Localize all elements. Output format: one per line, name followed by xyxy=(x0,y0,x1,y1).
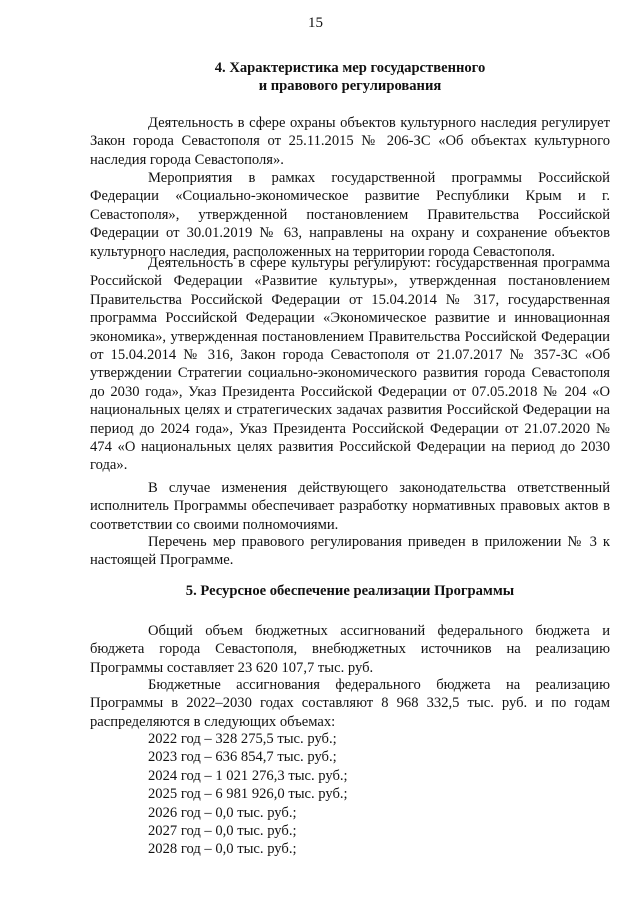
section-4-heading-line-2: и правового регулирования xyxy=(258,78,442,95)
yearly-allocation-item: 2026 год – 0,0 тыс. руб.; xyxy=(148,804,297,821)
yearly-allocation-item: 2024 год – 1 021 276,3 тыс. руб.; xyxy=(148,767,348,784)
yearly-allocation-item: 2025 год – 6 981 926,0 тыс. руб.; xyxy=(148,786,348,803)
section-5-heading: 5. Ресурсное обеспечение реализации Программы xyxy=(185,583,515,599)
section-5-paragraph-2: Бюджетные ассигнования федерального бюджета на реализацию Программы в 2022–2030 годах составляют 8 968 332,5 тыс. руб. и по годам распределяются в следующих объемах: xyxy=(90,677,610,730)
yearly-allocations-list xyxy=(148,730,348,859)
yearly-allocation-item: 2022 год – 328 275,5 тыс. руб.; xyxy=(148,731,337,747)
yearly-allocation-item: 2028 год – 0,0 тыс. руб.; xyxy=(148,841,297,858)
section-5-paragraph-1: Общий объем бюджетных ассигнований федерального бюджета и бюджета города Севастополя, внебюджетных источников на реализацию Программы составляет 23 620 107,7 тыс. руб. xyxy=(90,623,610,676)
section-4-paragraph-5: Перечень мер правового регулирования приведен в приложении № 3 к настоящей Программе. xyxy=(90,534,610,569)
page-number: 15 xyxy=(308,15,323,31)
section-4-heading xyxy=(90,59,610,96)
section-4-paragraph-2: Мероприятия в рамках государственной программы Российской Федерации «Социально-экономическое развитие Республики Крым и г. Севастополя», утвержденной постановлением Правительства Российской Федерации от 30.01.2019 № 63, направлены на охрану и сохранение объектов культурного наследия, расположенных на территории города Севастополя. xyxy=(90,170,610,260)
yearly-allocation-item: 2023 год – 636 854,7 тыс. руб.; xyxy=(148,749,337,766)
section-4-paragraph-3: Деятельность в сфере культуры регулируют: государственная программа Российской Федерации «Развитие культуры», утвержденная постановлением Правительства Российской Федерации от 15.04.2014 № 317, государственная программа Российской Федерации «Экономическое развитие и инновационная экономика», утвержденная постановлением Правительства Российской Федерации от 15.04.2014 № 316, Закон города Севастополя от 21.07.2017 № 357-ЗС «Об утверждении Стратегии социально-экономического развития города Севастополя до 2030 года», Указ Президента Российской Федерации от 07.05.2018 № 204 «О национальных целях и стратегических задачах развития Российской Федерации на период до 2024 года», Указ Президента Российской Федерации от 21.07.2020 № 474 «О национальных целях развития Российской Федерации на период до 2030 года». xyxy=(90,255,610,474)
section-4-heading-line-1: 4. Характеристика мер государственного xyxy=(214,60,486,76)
section-4-paragraph-1: Деятельность в сфере охраны объектов культурного наследия регулирует Закон города Севастополя от 25.11.2015 № 206-ЗС «Об объектах культурного наследия города Севастополя». xyxy=(90,115,610,168)
yearly-allocation-item: 2027 год – 0,0 тыс. руб.; xyxy=(148,823,297,840)
section-4-paragraph-4: В случае изменения действующего законодательства ответственный исполнитель Программы обеспечивает разработку нормативных правовых актов в соответствии со своими полномочиями. xyxy=(90,480,610,533)
